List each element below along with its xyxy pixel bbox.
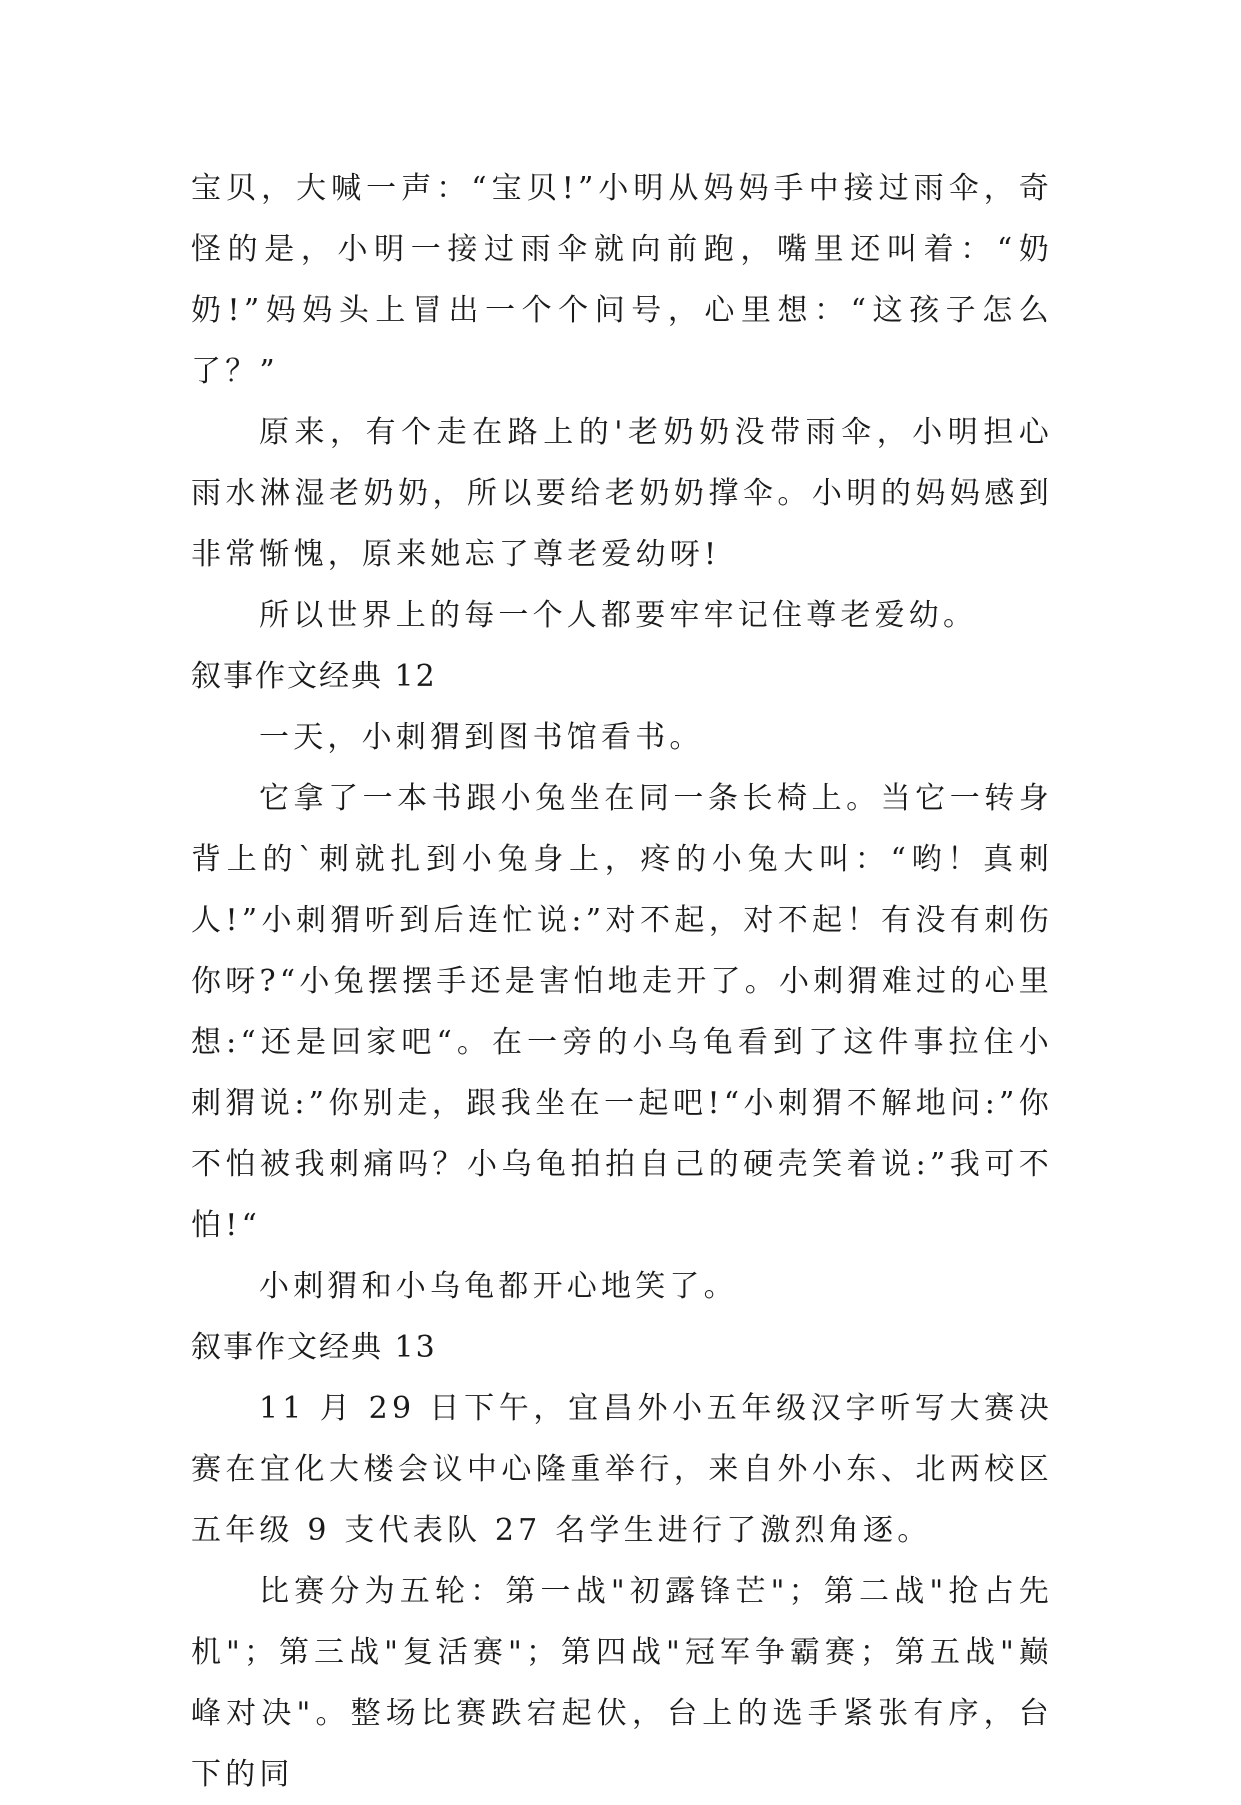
paragraph: 11 月 29 日下午，宜昌外小五年级汉字听写大赛决赛在宜化大楼会议中心隆重举行，来自外小东、北两校区五年级 9 支代表队 27 名学生进行了激烈角逐。: [191, 1391, 1053, 1548]
document-body: [191, 158, 1053, 1805]
section-heading: 叙事作文经典 13: [191, 1330, 437, 1365]
paragraph: 它拿了一本书跟小兔坐在同一条长椅上。当它一转身背上的`刺就扎到小兔身上，疼的小兔大叫：“哟！真刺人!”小刺猬听到后连忙说:”对不起，对不起！有没有刺伤你呀?“小兔摆摆手还是害怕地走开了。小刺猬难过的心里想:“还是回家吧“。在一旁的小乌龟看到了这件事拉住小刺猬说:”你别走，跟我坐在一起吧!“小刺猬不解地问:”你不怕被我刺痛吗？小乌龟拍拍自己的硬壳笑着说:”我可不怕!“: [191, 781, 1053, 1243]
paragraph: 小刺猬和小乌龟都开心地笑了。: [259, 1269, 738, 1304]
paragraph: 所以世界上的每一个人都要牢牢记住尊老爱幼。: [259, 598, 978, 633]
paragraph: 原来，有个走在路上的'老奶奶没带雨伞，小明担心雨水淋湿老奶奶，所以要给老奶奶撑伞。小明的妈妈感到非常惭愧，原来她忘了尊老爱幼呀!: [191, 415, 1053, 572]
section-heading: 叙事作文经典 12: [191, 659, 437, 694]
paragraph: 宝贝，大喊一声：“宝贝!”小明从妈妈手中接过雨伞，奇怪的是，小明一接过雨伞就向前跑，嘴里还叫着：“奶奶!”妈妈头上冒出一个个问号，心里想：“这孩子怎么了？”: [191, 171, 1053, 389]
paragraph: 一天，小刺猬到图书馆看书。: [259, 720, 704, 755]
paragraph: 比赛分为五轮：第一战"初露锋芒"；第二战"抢占先机"；第三战"复活赛"；第四战"冠军争霸赛；第五战"巅峰对决"。整场比赛跌宕起伏，台上的选手紧张有序，台下的同: [191, 1574, 1053, 1792]
